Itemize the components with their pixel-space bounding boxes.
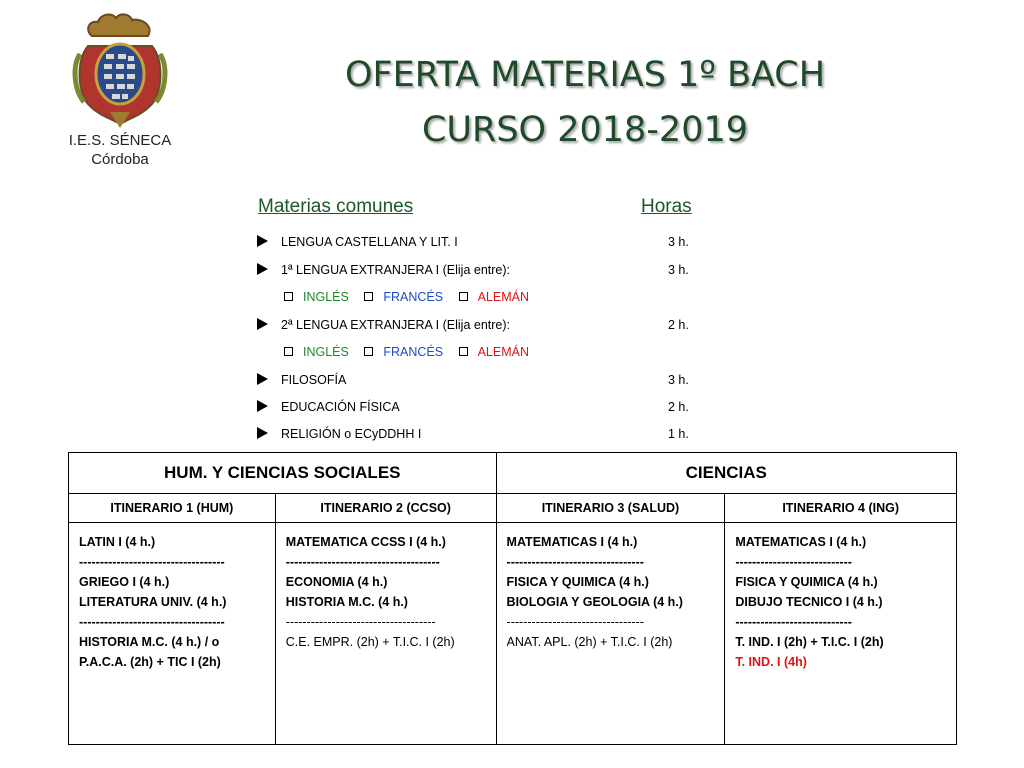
subject-row: [257, 262, 510, 278]
itinerary-table: [68, 452, 957, 745]
subject-row: [257, 372, 346, 388]
subject-hours: 2 h.: [668, 318, 689, 332]
school-city: Córdoba: [91, 151, 149, 168]
checkbox-aleman[interactable]: [459, 347, 468, 356]
subject-name: EDUCACIÓN FÍSICA: [281, 400, 400, 414]
option-label: FRANCÉS: [383, 290, 444, 304]
separator: ---------------------------------: [506, 555, 644, 569]
itinerary-header: ITINERARIO 4 (ING): [725, 494, 957, 523]
title-line-2: CURSO 2018-2019: [421, 110, 749, 150]
option-label: INGLÉS: [303, 290, 349, 304]
cell-line: MATEMATICAS I (4 h.): [506, 535, 638, 549]
bullet-triangle-icon: [257, 427, 268, 439]
subject-name: 2ª LENGUA EXTRANJERA I (Elija entre):: [281, 318, 511, 332]
subject-row: [257, 234, 458, 250]
subject-hours: 1 h.: [668, 427, 689, 441]
itinerary-header: ITINERARIO 3 (SALUD): [496, 494, 725, 523]
cell-line: C.E. EMPR. (2h) + T.I.C. I (2h): [285, 635, 455, 649]
group-header-hum: HUM. Y CIENCIAS SOCIALES: [69, 453, 497, 494]
cell-line: MATEMATICAS I (4 h.): [735, 535, 867, 549]
subject-hours: 3 h.: [668, 373, 689, 387]
itinerary-cell-2: [275, 523, 496, 745]
cell-line: HISTORIA M.C. (4 h.): [285, 595, 408, 609]
cell-line: FISICA Y QUIMICA (4 h.): [735, 575, 878, 589]
separator: -------------------------------------: [285, 555, 440, 569]
common-subjects-heading: Materias comunes: [258, 196, 414, 217]
coat-of-arms-icon: [70, 6, 170, 130]
checkbox-ingles[interactable]: [284, 347, 293, 356]
cell-line: LITERATURA UNIV. (4 h.): [79, 595, 227, 609]
itinerary-header: ITINERARIO 1 (HUM): [69, 494, 276, 523]
hours-heading: Horas: [641, 196, 692, 217]
cell-line: MATEMATICA CCSS I (4 h.): [285, 535, 446, 549]
subject-hours: 2 h.: [668, 400, 689, 414]
checkbox-frances[interactable]: [364, 292, 373, 301]
subject-name: FILOSOFÍA: [281, 373, 347, 387]
itinerary-cell-1: [69, 523, 276, 745]
school-logo: [64, 6, 176, 174]
subject-hours: 3 h.: [668, 235, 689, 249]
bullet-triangle-icon: [257, 235, 268, 247]
checkbox-frances[interactable]: [364, 347, 373, 356]
bullet-triangle-icon: [257, 400, 268, 412]
subject-name: 1ª LENGUA EXTRANJERA I (Elija entre):: [281, 263, 511, 277]
cell-line: GRIEGO I (4 h.): [79, 575, 170, 589]
cell-line: HISTORIA M.C. (4 h.) / o: [79, 635, 220, 649]
option-label: ALEMÁN: [477, 345, 529, 359]
subject-row: [257, 399, 400, 415]
separator: ------------------------------------: [285, 615, 436, 629]
subject-hours: 3 h.: [668, 263, 689, 277]
bullet-triangle-icon: [257, 263, 268, 275]
cell-line: ANAT. APL. (2h) + T.I.C. I (2h): [506, 635, 673, 649]
cell-line: ECONOMIA (4 h.): [285, 575, 388, 589]
separator: -----------------------------------: [79, 615, 225, 629]
checkbox-ingles[interactable]: [284, 292, 293, 301]
separator: ----------------------------: [735, 555, 852, 569]
checkbox-aleman[interactable]: [459, 292, 468, 301]
subject-row: [257, 317, 510, 333]
itinerary-cell-3: [496, 523, 725, 745]
cell-line-highlight: T. IND. I (4h): [735, 655, 807, 669]
option-label: ALEMÁN: [477, 290, 529, 304]
cell-line: T. IND. I (2h) + T.I.C. I (2h): [735, 635, 884, 649]
itinerary-cell-4: [725, 523, 957, 745]
separator: ---------------------------------: [506, 615, 644, 629]
option-label: INGLÉS: [303, 345, 349, 359]
itinerary-header: ITINERARIO 2 (CCSO): [275, 494, 496, 523]
language-options-1: [284, 289, 541, 305]
bullet-triangle-icon: [257, 318, 268, 330]
separator: -----------------------------------: [79, 555, 225, 569]
language-options-2: [284, 344, 541, 360]
subject-name: RELIGIÓN o ECyDDHH I: [281, 427, 422, 441]
separator: ----------------------------: [735, 615, 852, 629]
cell-line: BIOLOGIA Y GEOLOGIA (4 h.): [506, 595, 683, 609]
cell-line: FISICA Y QUIMICA (4 h.): [506, 575, 649, 589]
page-title: [290, 48, 880, 158]
bullet-triangle-icon: [257, 373, 268, 385]
school-name: I.E.S. SÉNECA: [68, 132, 172, 149]
option-label: FRANCÉS: [383, 345, 444, 359]
subject-row: [257, 426, 421, 442]
cell-line: DIBUJO TECNICO I (4 h.): [735, 595, 883, 609]
cell-line: LATIN I (4 h.): [79, 535, 156, 549]
group-header-ciencias: CIENCIAS: [496, 453, 956, 494]
title-line-1: OFERTA MATERIAS 1º BACH: [344, 55, 826, 95]
subject-name: LENGUA CASTELLANA Y LIT. I: [281, 235, 458, 249]
cell-line: P.A.C.A. (2h) + TIC I (2h): [79, 655, 221, 669]
